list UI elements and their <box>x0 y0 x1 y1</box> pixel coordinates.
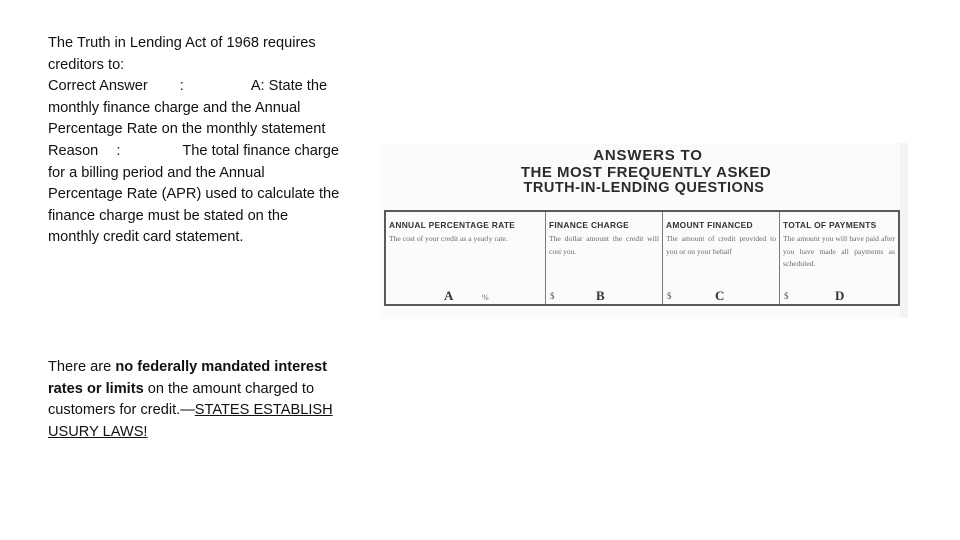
usury-laws-underlined: USURY LAWS! <box>48 423 148 440</box>
usury-line-4 <box>48 422 373 444</box>
col-total-of-payments <box>780 212 898 304</box>
col-finance-charge <box>546 212 663 304</box>
reason-colon: : <box>116 142 121 159</box>
answer-label: Correct Answer <box>48 78 148 95</box>
reason-label: Reason <box>48 142 99 159</box>
reason-text: The total finance charge <box>182 142 339 159</box>
usury-line-2 <box>48 379 373 401</box>
dollar-sign: $ <box>784 291 789 301</box>
usury-text: customers for credit.— <box>48 402 195 419</box>
col-header: FINANCE CHARGE <box>549 220 630 230</box>
col-letter: C <box>715 288 725 303</box>
usury-paragraph <box>48 357 373 443</box>
answer-line-2: monthly finance charge and the Annual <box>48 99 301 116</box>
dollar-sign: $ <box>550 291 555 301</box>
col-header: ANNUAL PERCENTAGE RATE <box>389 220 516 230</box>
col-apr <box>386 212 546 304</box>
col-description: The amount of credit provided to you or on your behalf <box>666 234 776 256</box>
col-amount-financed <box>663 212 780 304</box>
col-description: The dollar amount the credit will cost you. <box>549 234 659 256</box>
question-line-2: creditors to: <box>48 56 125 73</box>
col-header: TOTAL OF PAYMENTS <box>783 220 877 230</box>
col-header: AMOUNT FINANCED <box>666 220 753 230</box>
scan-heading-1: ANSWERS TO <box>593 147 703 164</box>
scan-heading-3: TRUTH-IN-LENDING QUESTIONS <box>523 180 765 196</box>
col-description: The cost of your credit as a yearly rate. <box>389 234 508 243</box>
col-letter: D <box>835 288 845 303</box>
usury-line-3 <box>48 400 373 422</box>
answer-line-3: Percentage Rate on the monthly statement <box>48 121 326 138</box>
col-letter: A <box>444 288 454 303</box>
truth-in-lending-disclosure-image <box>380 143 908 318</box>
col-letter: B <box>596 288 605 303</box>
reason-line <box>48 141 373 163</box>
usury-bold-1: no federally mandated interest <box>115 359 327 375</box>
usury-after-bold: on the amount charged to <box>143 380 315 397</box>
reason-line-3: Percentage Rate (APR) used to calculate the <box>48 186 340 203</box>
reason-line-2: for a billing period and the Annual <box>48 164 265 181</box>
usury-bold-2: rates or limits <box>48 380 144 397</box>
states-establish-underlined: STATES ESTABLISH <box>194 402 333 419</box>
question-line-1: The Truth in Lending Act of 1968 requires <box>48 35 316 51</box>
usury-line-1 <box>48 357 373 379</box>
usury-prefix: There are <box>48 359 116 375</box>
percent-sign: % <box>482 293 489 302</box>
dollar-sign: $ <box>667 291 672 301</box>
reason-line-5: monthly credit card statement. <box>48 229 244 246</box>
answer-line <box>48 76 373 98</box>
answer-colon: : <box>179 78 184 95</box>
question-answer-paragraph <box>48 33 373 249</box>
col-description: The amount you will have paid after you have made all payments as scheduled. <box>783 234 895 268</box>
reason-line-4: finance charge must be stated on the <box>48 207 289 224</box>
scan-heading-2: THE MOST FREQUENTLY ASKED <box>520 164 772 181</box>
answer-text: A: State the <box>250 78 328 95</box>
disclosure-table <box>384 210 900 306</box>
